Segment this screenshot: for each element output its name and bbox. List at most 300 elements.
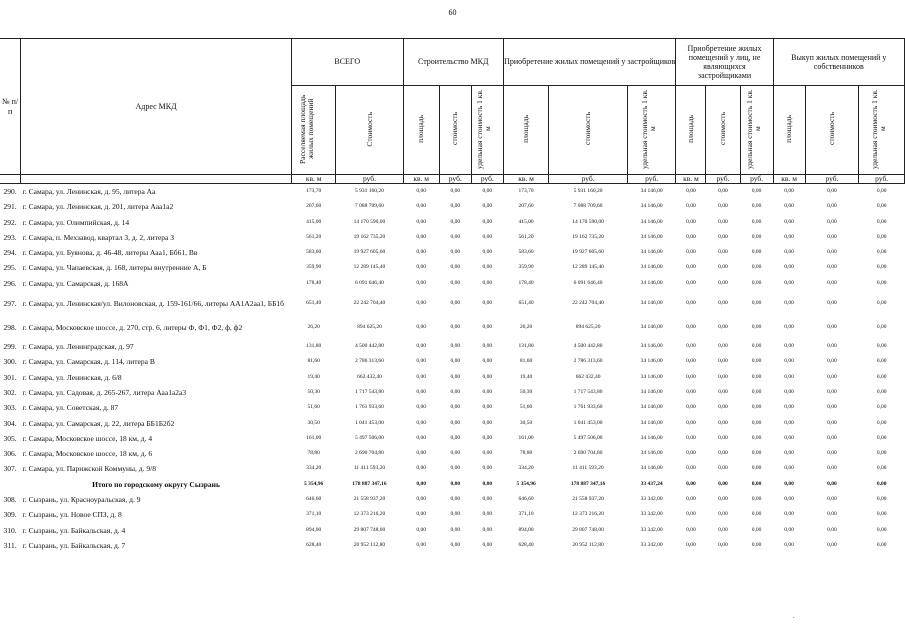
cell-d-unit: 34 146,00 [640,388,663,395]
cell-c-unit: 0,00 [482,218,493,225]
cell-d-unit: 34 146,00 [640,323,663,330]
table-row [0,416,905,431]
cell-num: 290. [3,187,17,196]
cell-c-area: 0,00 [416,480,426,487]
cell-c-area: 0,00 [416,388,426,395]
cell-total-area: 19,40 [307,373,320,380]
cell-address: г. Самара, ул. Олимпийская, д. 14 [22,217,130,227]
cell-num: 292. [3,217,17,227]
cell-c-cost: 0,00 [450,434,461,441]
cell-n-unit: 0,00 [751,249,762,256]
cell-n-cost: 0,00 [718,450,728,457]
cell-n-area: 0,00 [686,373,696,380]
cell-n-area: 0,00 [686,511,696,518]
cell-c-cost: 0,00 [450,233,461,240]
cell-d-unit: 34 146,00 [640,279,663,286]
cell-o-unit: 0,00 [876,450,887,457]
table-row [0,492,905,507]
cell-o-area: 0,00 [784,343,794,350]
unit-total-area: кв. м [291,175,335,184]
cell-d-cost: 1 041 453,00 [573,419,603,426]
cell-o-area: 0,00 [784,373,794,380]
cell-o-area: 0,00 [784,434,794,441]
cell-d-cost: 2 786 313,60 [573,358,603,365]
cell-total-cost: 1 717 543,80 [355,388,384,395]
table-row [0,354,905,369]
cell-d-area: 81,60 [519,358,533,365]
cell-c-unit: 0,00 [482,404,493,411]
header-o-area: площадь [773,86,805,175]
cell-d-area: 5 354,96 [516,480,536,487]
cell-d-cost: 662 432,40 [575,373,601,380]
cell-address: г. Самара, п. Мехзавод, квартал 3, д. 2, литера З [22,232,175,242]
cell-d-cost: 29 807 748,00 [572,526,604,533]
cell-d-unit: 34 146,00 [640,188,663,194]
cell-d-area: 50,30 [519,388,533,395]
unit-n-unit: руб. [740,175,773,184]
cell-total-area: 178,40 [306,279,322,286]
cell-total-cost: 22 242 704,40 [353,299,386,306]
cell-num: 298. [3,322,17,332]
cell-o-unit: 0,00 [876,404,887,411]
cell-n-cost: 0,00 [718,323,728,330]
cell-d-cost: 894 625,20 [575,323,601,330]
cell-n-area: 0,00 [686,233,696,240]
cell-address: Итого по городскому округу Сызрань [92,479,220,489]
cell-d-area: 561,20 [518,233,534,240]
cell-n-area: 0,00 [686,264,696,271]
cell-o-area: 0,00 [784,496,794,503]
cell-total-area: 894,00 [306,526,322,533]
cell-n-unit: 0,00 [751,388,762,395]
table-row [0,523,905,538]
cell-n-area: 0,00 [686,188,696,194]
cell-c-unit: 0,00 [482,511,493,518]
cell-d-unit: 34 146,00 [640,450,663,457]
header-c-cost: стоимость [439,86,471,175]
unit-c-cost: руб. [439,175,471,184]
total-row [0,477,905,492]
cell-o-unit: 0,00 [876,279,887,286]
cell-total-area: 371,10 [306,511,322,518]
table-row [0,446,905,461]
cell-o-cost: 0,00 [827,299,837,306]
cell-c-unit: 0,00 [482,249,493,256]
cell-o-area: 0,00 [784,218,794,225]
cell-c-unit: 0,00 [482,388,493,395]
table-body [0,184,905,554]
cell-total-cost: 2 786 313,60 [355,358,384,365]
cell-total-cost: 1 761 933,60 [355,404,384,411]
cell-total-cost: 6 091 646,40 [355,279,384,286]
cell-total-area: 161,00 [306,434,322,441]
cell-n-area: 0,00 [686,465,696,472]
cell-address: г. Самара, ул. Самарская, д. 114, литера В [22,357,155,367]
cell-o-cost: 0,00 [827,480,837,487]
cell-d-area: 359,90 [518,264,534,271]
cell-c-area: 0,00 [416,343,426,350]
page-number: 60 [448,8,457,17]
cell-n-unit: 0,00 [751,279,762,286]
cell-o-area: 0,00 [784,323,794,330]
cell-total-area: 628,40 [306,541,322,548]
cell-o-cost: 0,00 [827,358,837,365]
unit-c-area: кв. м [403,175,439,184]
table-row [0,260,905,275]
cell-o-cost: 0,00 [827,264,837,271]
cell-o-unit: 0,00 [876,299,887,306]
cell-total-cost: 5 497 506,00 [355,434,384,441]
cell-d-cost: 12 373 216,20 [572,511,604,518]
cell-o-unit: 0,00 [876,388,887,395]
header-c-unit: удельная стоимость 1 кв. м [471,86,503,175]
cell-c-cost: 0,00 [450,299,461,306]
cell-c-cost: 0,00 [450,218,461,225]
cell-num: 311. [3,540,17,550]
cell-n-unit: 0,00 [751,188,762,194]
cell-c-cost: 0,00 [450,419,461,426]
cell-n-cost: 0,00 [718,264,728,271]
unit-d-cost: руб. [549,175,628,184]
cell-d-cost: 5 497 506,00 [573,434,603,441]
cell-o-cost: 0,00 [827,249,837,256]
cell-c-cost: 0,00 [450,465,461,472]
header-group-total: ВСЕГО [291,39,403,86]
cell-d-cost: 7 088 709,60 [573,203,603,210]
cell-total-area: 78,80 [307,450,320,457]
cell-o-unit: 0,00 [876,511,887,518]
cell-address: г. Самара, ул. Ленинская, д. 201, литера Ааа1а2 [22,202,174,212]
cell-total-cost: 19 927 605,60 [353,249,386,256]
cell-total-area: 207,60 [306,203,322,210]
cell-total-cost: 1 041 453,00 [355,419,384,426]
cell-d-area: 583,60 [518,249,534,256]
cell-d-cost: 6 091 646,40 [573,279,603,286]
cell-n-cost: 0,00 [718,279,728,286]
cell-total-cost: 20 952 112,80 [353,541,386,548]
cell-d-unit: 34 146,00 [640,419,663,426]
cell-n-unit: 0,00 [751,419,762,426]
cell-c-cost: 0,00 [450,404,461,411]
cell-c-unit: 0,00 [482,450,493,457]
cell-total-cost: 662 432,40 [357,373,382,380]
cell-c-unit: 0,00 [482,465,493,472]
cell-d-unit: 34 146,00 [640,203,663,210]
cell-c-area: 0,00 [416,526,426,533]
cell-d-unit: 34 146,00 [640,358,663,365]
cell-address: г. Сызрань, ул. Байкальская, д. 7 [22,540,126,550]
cell-d-area: 628,40 [518,541,534,548]
cell-total-cost: 29 807 748,00 [353,526,386,533]
unit-total-cost: руб. [336,175,403,184]
cell-c-unit: 0,00 [482,279,493,286]
header-d-cost: стоимость [549,86,628,175]
cell-n-unit: 0,00 [751,343,762,350]
cell-c-area: 0,00 [416,264,426,271]
table-row [0,370,905,385]
cell-n-cost: 0,00 [718,404,728,411]
cell-c-cost: 0,00 [450,279,461,286]
cell-n-area: 0,00 [686,434,696,441]
cell-c-cost: 0,00 [450,526,461,533]
cell-num: 302. [3,387,17,397]
cell-n-cost: 0,00 [718,343,728,350]
table-row [0,431,905,446]
cell-total-area: 359,90 [306,264,322,271]
cell-o-area: 0,00 [784,233,794,240]
cell-address: г. Сызрань, ул. Красноуральская, д. 9 [22,495,141,505]
unit-o-unit: руб. [859,175,905,184]
cell-total-area: 5 354,96 [304,480,324,487]
header-n-unit: удельная стоимость 1 кв. м [740,86,773,175]
table-row [0,276,905,291]
cell-c-unit: 0,00 [482,541,493,548]
cell-c-unit: 0,00 [482,358,493,365]
cell-o-cost: 0,00 [827,373,837,380]
cell-c-cost: 0,00 [450,541,461,548]
cell-total-cost: 894 625,20 [357,323,382,330]
cell-c-unit: 0,00 [482,496,493,503]
cell-n-unit: 0,00 [751,323,762,330]
unit-d-unit: руб. [627,175,676,184]
cell-num: 309. [3,510,17,520]
cell-d-area: 173,70 [518,188,534,194]
cell-n-area: 0,00 [686,541,696,548]
cell-total-cost: 7 088 709,60 [355,203,384,210]
cell-n-cost: 0,00 [718,465,728,472]
cell-o-area: 0,00 [784,541,794,548]
cell-o-area: 0,00 [784,404,794,411]
cell-d-cost: 4 500 442,80 [573,343,603,350]
cell-num: 300. [3,357,17,367]
cell-total-area: 50,30 [307,388,320,395]
cell-address: г. Самара, ул. Чапаевская, д. 168, литеры внутренние А, Б [22,263,207,273]
cell-d-area: 161,00 [518,434,534,441]
cell-num: 304. [3,418,17,428]
cell-d-cost: 1 717 543,80 [573,388,603,395]
cell-d-unit: 34 146,00 [640,299,663,306]
cell-o-cost: 0,00 [827,388,837,395]
cell-c-cost: 0,00 [450,188,461,194]
cell-o-unit: 0,00 [876,233,887,240]
cell-address: г. Сызрань, ул. Байкальская, д. 4 [22,525,126,535]
cell-d-area: 51,60 [519,404,533,411]
cell-d-cost: 11 411 593,20 [572,465,604,472]
cell-c-area: 0,00 [416,450,426,457]
cell-total-cost: 5 931 160,20 [355,188,384,194]
cell-total-cost: 12 373 216,20 [353,511,386,518]
cell-address: г. Самара, ул. Ленинградская, д. 97 [22,342,134,352]
cell-c-cost: 0,00 [450,480,461,487]
cell-d-cost: 19 162 735,20 [572,233,604,240]
cell-d-area: 30,50 [519,419,533,426]
cell-n-cost: 0,00 [718,434,728,441]
table-row [0,184,905,200]
cell-n-area: 0,00 [686,249,696,256]
cell-o-cost: 0,00 [827,465,837,472]
cell-d-unit: 34 146,00 [640,249,663,256]
cell-total-cost: 178 887 347,16 [352,480,387,487]
cell-num: 294. [3,248,17,258]
cell-o-area: 0,00 [784,526,794,533]
cell-n-unit: 0,00 [751,450,762,457]
header-n-area: площадь [676,86,706,175]
cell-o-unit: 0,00 [876,496,887,503]
cell-n-cost: 0,00 [718,541,728,548]
table-row [0,291,905,315]
cell-d-unit: 33 342,00 [640,541,663,548]
cell-o-cost: 0,00 [827,188,837,194]
cell-n-area: 0,00 [686,323,696,330]
cell-address: г. Самара, ул. Садовая, д. 265-267, литера Ааа1а2а3 [22,387,187,397]
cell-c-cost: 0,00 [450,343,461,350]
header-o-cost: стоимость [805,86,859,175]
cell-n-area: 0,00 [686,450,696,457]
cell-total-area: 646,60 [306,496,322,503]
cell-c-cost: 0,00 [450,358,461,365]
cell-o-unit: 0,00 [876,526,887,533]
table-row [0,461,905,476]
cell-total-area: 30,50 [307,419,320,426]
cell-n-unit: 0,00 [751,404,762,411]
cell-num: 303. [3,403,17,413]
cell-c-cost: 0,00 [450,511,461,518]
cell-n-area: 0,00 [686,299,696,306]
cell-o-cost: 0,00 [827,526,837,533]
cell-n-cost: 0,00 [718,358,728,365]
cell-c-area: 0,00 [416,323,426,330]
cell-o-cost: 0,00 [827,404,837,411]
cell-c-unit: 0,00 [482,373,493,380]
cell-n-cost: 0,00 [718,388,728,395]
header-d-unit: удельная стоимость 1 кв. м [627,86,676,175]
cell-o-unit: 0,00 [876,323,887,330]
cell-total-cost: 19 162 735,20 [353,233,386,240]
cell-o-unit: 0,00 [876,419,887,426]
cell-num: 295. [3,263,17,273]
header-group-non-developers: Приобретение жилых помещений у лиц, не являющихся застройщиками [676,39,773,86]
cell-o-area: 0,00 [784,511,794,518]
header-num: № п/п [0,39,21,175]
cell-d-unit: 33 342,00 [640,511,663,518]
cell-n-area: 0,00 [686,279,696,286]
cell-d-area: 207,60 [518,203,534,210]
cell-o-cost: 0,00 [827,450,837,457]
cell-d-unit: 33 342,00 [640,526,663,533]
cell-c-unit: 0,00 [482,343,493,350]
cell-c-unit: 0,00 [482,203,493,210]
cell-n-unit: 0,00 [751,480,762,487]
cell-o-cost: 0,00 [827,496,837,503]
cell-o-unit: 0,00 [876,373,887,380]
cell-c-area: 0,00 [416,279,426,286]
cell-total-cost: 12 289 145,40 [353,264,386,271]
header-resettled-area: Расселяемая площадь жилых помещений [291,86,335,175]
cell-n-cost: 0,00 [718,419,728,426]
cell-num: 299. [3,342,17,352]
cell-d-area: 894,00 [518,526,534,533]
cell-d-cost: 14 170 590,00 [572,218,604,225]
cell-address: г. Самара, Московское шоссе, 18 км, д. 4 [22,433,153,443]
cell-n-unit: 0,00 [751,373,762,380]
unit-o-area: кв. м [773,175,805,184]
cell-n-unit: 0,00 [751,541,762,548]
cell-d-area: 19,40 [519,373,533,380]
cell-n-unit: 0,00 [751,203,762,210]
resettlement-table [0,38,905,553]
cell-c-cost: 0,00 [450,450,461,457]
cell-total-area: 26,20 [307,323,320,330]
cell-c-unit: 0,00 [482,323,493,330]
cell-num: 291. [3,202,17,212]
cell-n-cost: 0,00 [718,496,728,503]
cell-o-area: 0,00 [784,203,794,210]
cell-o-unit: 0,00 [876,465,887,472]
cell-o-area: 0,00 [784,249,794,256]
cell-c-unit: 0,00 [482,299,493,306]
table-row [0,199,905,214]
cell-n-unit: 0,00 [751,264,762,271]
unit-address [21,175,292,184]
cell-num: 297. [3,298,17,308]
cell-n-unit: 0,00 [751,496,762,503]
cell-d-cost: 21 558 937,20 [572,496,604,503]
cell-o-unit: 0,00 [876,343,887,350]
header-group-construction: Строительство МКД [403,39,503,86]
cell-address: г. Самара, ул. Парижской Коммуны, д. 9/8 [22,464,156,474]
cell-n-cost: 0,00 [718,249,728,256]
cell-o-unit: 0,00 [876,218,887,225]
cell-n-area: 0,00 [686,526,696,533]
cell-o-unit: 0,00 [876,203,887,210]
cell-o-area: 0,00 [784,299,794,306]
cell-o-cost: 0,00 [827,218,837,225]
cell-o-area: 0,00 [784,450,794,457]
cell-c-cost: 0,00 [450,388,461,395]
header-total-cost: Стоимость [336,86,403,175]
unit-num [0,175,21,184]
cell-n-cost: 0,00 [718,480,728,487]
cell-c-cost: 0,00 [450,323,461,330]
footer-mark: . [793,612,795,620]
cell-total-cost: 11 411 593,20 [353,465,386,472]
cell-o-unit: 0,00 [876,188,887,194]
cell-n-cost: 0,00 [718,218,728,225]
cell-c-cost: 0,00 [450,373,461,380]
unit-o-cost: руб. [805,175,859,184]
cell-d-unit: 34 146,00 [640,404,663,411]
cell-c-area: 0,00 [416,233,426,240]
cell-c-area: 0,00 [416,541,426,548]
cell-address: г. Самара, ул. Ленинская/ул. Вилоновская, д. 159-161/66, литеры АА1А2аа1, ББ1б [22,298,284,308]
cell-c-area: 0,00 [416,299,426,306]
cell-d-area: 178,40 [518,279,534,286]
cell-total-area: 415,00 [306,218,322,225]
cell-n-area: 0,00 [686,404,696,411]
cell-total-cost: 4 500 442,80 [355,343,384,350]
cell-d-cost: 22 242 704,40 [572,299,604,306]
cell-d-area: 78,80 [519,450,533,457]
cell-o-cost: 0,00 [827,434,837,441]
cell-num: 305. [3,433,17,443]
cell-total-area: 81,60 [307,358,320,365]
cell-o-cost: 0,00 [827,343,837,350]
cell-n-area: 0,00 [686,218,696,225]
table-row [0,400,905,415]
cell-d-unit: 33 342,00 [640,496,663,503]
cell-o-cost: 0,00 [827,203,837,210]
cell-num: 296. [3,278,17,288]
